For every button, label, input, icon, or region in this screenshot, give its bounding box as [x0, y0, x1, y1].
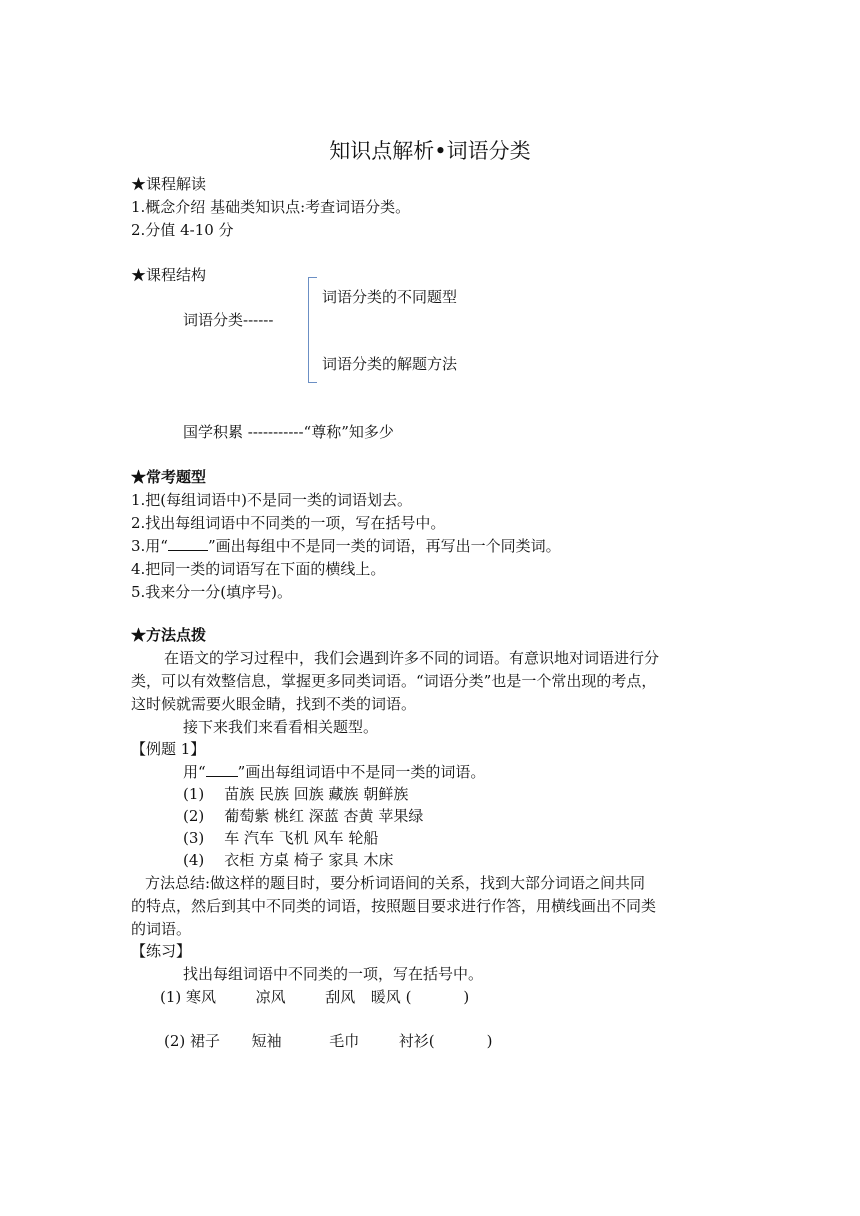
- example-item: [183, 850, 393, 870]
- practice-word: 裙子: [190, 1032, 221, 1050]
- course-intro-heading: ★课程解读: [131, 175, 207, 193]
- example-item-num: (1): [183, 785, 205, 803]
- answer-open[interactable]: (: [405, 988, 412, 1006]
- method-paragraph: 类，可以有效整信息，掌握更多同类词语。“词语分类”也是一个常出现的考点，: [131, 672, 657, 690]
- method-heading: ★方法点拨: [131, 626, 207, 644]
- structure-bracket: [308, 277, 317, 383]
- type-item: [131, 536, 561, 556]
- practice-word: 暖风: [370, 988, 401, 1006]
- type-item: 2.找出每组词语中不同类的一项，写在括号中。: [131, 514, 446, 532]
- summary-line: 方法总结:做这样的题目时，要分析词语间的关系，找到大部分词语之间共同: [145, 874, 646, 892]
- practice-q1: [160, 987, 469, 1007]
- practice-word: 凉风: [255, 988, 286, 1006]
- structure-branch: 词语分类的不同题型: [322, 288, 458, 306]
- structure-root: 词语分类------: [183, 311, 274, 329]
- practice-heading: 【练习】: [131, 942, 192, 960]
- answer-close[interactable]: ): [463, 988, 470, 1006]
- example-item-num: (4): [183, 851, 205, 869]
- example-item-num: (2): [183, 807, 205, 825]
- practice-q2: [164, 1031, 492, 1051]
- structure-branch: 词语分类的解题方法: [322, 355, 458, 373]
- practice-instruction: 找出每组词语中不同类的一项，写在括号中。: [183, 965, 484, 983]
- example-item: [183, 806, 423, 826]
- answer-close[interactable]: ): [486, 1032, 493, 1050]
- course-intro-line: 1.概念介绍 基础类知识点:考查词语分类。: [131, 198, 411, 216]
- example-instr-prefix: 用“: [183, 763, 206, 781]
- type-item: 4.把同一类的词语写在下面的横线上。: [131, 560, 386, 578]
- example-heading: 【例题 1】: [131, 740, 206, 758]
- practice-word: 刮风: [325, 988, 356, 1006]
- practice-q-num: (1): [160, 988, 182, 1006]
- example-item: [183, 784, 408, 804]
- practice-word: 衬衫(: [398, 1032, 435, 1050]
- underline-blank: [168, 536, 208, 551]
- method-paragraph: 这时候就需要火眼金睛，找到不类的词语。: [131, 695, 417, 713]
- type-item: 5.我来分一分(填序号)。: [131, 583, 293, 601]
- course-structure-heading: ★课程结构: [131, 266, 207, 284]
- summary-line: 的词语。: [131, 920, 192, 938]
- example-item-text: 车 汽车 飞机 风车 轮船: [224, 829, 379, 847]
- type-item: 1.把(每组词语中)不是同一类的词语划去。: [131, 491, 413, 509]
- example-item-text: 葡萄紫 桃红 深蓝 杏黄 苹果绿: [224, 807, 424, 825]
- example-instr-suffix: ”画出每组词语中不是同一类的词语。: [237, 763, 486, 781]
- practice-q-num: (2): [164, 1032, 186, 1050]
- practice-word: 毛巾: [329, 1032, 360, 1050]
- type-item-prefix: 3.用“: [131, 537, 168, 555]
- example-item-text: 衣柜 方桌 椅子 家具 木床: [224, 851, 394, 869]
- summary-line: 的特点，然后到其中不同类的词语，按照题目要求进行作答，用横线画出不同类: [131, 897, 657, 915]
- underline-blank: [206, 762, 238, 777]
- example-instruction: [183, 762, 485, 782]
- example-item-num: (3): [183, 829, 205, 847]
- method-paragraph: 在语文的学习过程中，我们会遇到许多不同的词语。有意识地对词语进行分: [164, 649, 660, 667]
- example-item: [183, 828, 378, 848]
- course-intro-line: 2.分值 4-10 分: [131, 221, 234, 239]
- example-item-text: 苗族 民族 回族 藏族 朝鲜族: [224, 785, 409, 803]
- common-types-heading: ★常考题型: [131, 468, 207, 486]
- type-item-suffix: ”画出每组中不是同一类的词语，再写出一个同类词。: [207, 537, 561, 555]
- method-next: 接下来我们来看看相关题型。: [183, 718, 379, 736]
- guoxue-line: 国学积累 -----------“尊称”知多少: [183, 423, 394, 441]
- practice-word: 寒风: [186, 988, 217, 1006]
- practice-word: 短袖: [251, 1032, 282, 1050]
- page-title: 知识点解析•词语分类: [329, 139, 531, 163]
